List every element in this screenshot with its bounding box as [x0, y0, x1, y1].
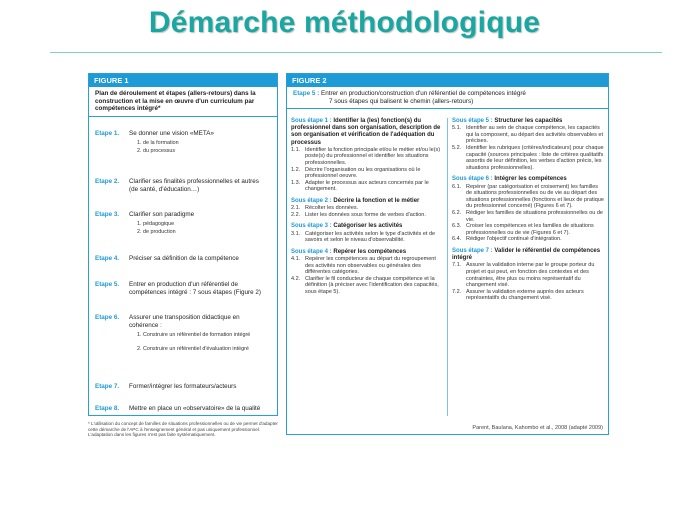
figure-1-intro: Plan de déroulement et étapes (allers-retours) dans la construction et la mise en œuvre d'un curriculum par compétences intégré*	[89, 87, 277, 117]
figure-2-item	[452, 289, 604, 302]
figure-2-substage-title: Identifier la (les) fonction(s) du professionnel dans son organisation, description de son organisation et vérification de l'adéquation du processus	[291, 118, 441, 146]
figure-2-substage-heading	[452, 118, 604, 125]
figure-2-column-divider	[447, 118, 448, 416]
figure-2-item-number: 5.1.	[452, 125, 462, 132]
figure-1-step	[95, 211, 273, 219]
figure-2-item-text: Catégoriser les activités selon le type d'activités et de savoirs et selon le niveau d'observabilité.	[305, 230, 436, 244]
figure-2-item-number: 5.2.	[452, 144, 462, 151]
figure-2-substage	[452, 248, 604, 302]
figure-1-step	[95, 281, 273, 297]
figure-2-item	[291, 167, 443, 180]
figure-1-substep: 1. Construire un référentiel de formation intégré	[137, 331, 251, 338]
figure-2-substage-label: Sous étape 4 :	[291, 248, 334, 255]
figure-2-item	[291, 147, 443, 167]
figure-1-step	[95, 405, 273, 413]
figure-2-item	[452, 210, 604, 223]
title-divider	[50, 52, 662, 53]
figure-2-substage-heading	[291, 223, 443, 230]
figure-2-item	[452, 145, 604, 171]
figure-2-left-column	[291, 118, 443, 301]
figure-2-item-text: Adapter le processus aux acteurs concernés par le changement.	[305, 179, 429, 193]
figure-2-substage	[452, 118, 604, 171]
figure-2-substage	[291, 223, 443, 243]
figure-2-item	[452, 184, 604, 210]
figure-2-item-text: Identifier les rubriques (critères/indicateurs) pour chaque capacité (sources principales : liste de critères qualitatifs assortis de leur définition, les verbes d'action précis, les situations professionnelles).	[466, 144, 604, 171]
figure-1-step-label: Etape 8.	[95, 405, 120, 412]
figure-2-item-text: Identifier au sein de chaque compétence, les capacités qui la composent, au départ des activités observables et précises.	[466, 125, 603, 145]
figure-1-substep: 2. Construire un référentiel d'évaluation intégré	[137, 345, 249, 352]
figure-1-step	[95, 314, 273, 330]
figure-2-substage	[452, 176, 604, 243]
figure-2-header: FIGURE 2	[287, 74, 608, 87]
figure-1-step-text: Assurer une transposition didactique en cohérence :	[129, 314, 240, 329]
figure-2-item	[291, 212, 443, 219]
figure-2-item	[291, 180, 443, 193]
figure-2-item	[291, 256, 443, 276]
figure-2-right-column	[452, 118, 604, 307]
figure-2-item	[291, 276, 443, 296]
figure-1-step-label: Etape 3.	[95, 211, 120, 218]
slide-title: Démarche méthodologique	[148, 6, 541, 39]
figure-2-item-number: 4.2.	[291, 275, 301, 282]
figure-2-item	[452, 262, 604, 288]
figure-1-step-label: Etape 4.	[95, 255, 120, 262]
figure-2-substage-title: Structurer les capacités	[494, 118, 563, 124]
figure-2-item-number: 6.4.	[452, 236, 462, 243]
figure-2-substage-title: Décrire la fonction et le métier	[333, 197, 420, 204]
figure-2-item-text: Rédiger les familles de situations professionnelles ou de vie.	[466, 209, 603, 223]
figure-2-item-number: 1.3.	[291, 179, 301, 186]
figure-1-step-label: Etape 1.	[95, 130, 120, 137]
figure-1-step-label: Etape 6.	[95, 314, 120, 321]
figure-2-item-number: 3.1.	[291, 230, 301, 237]
figure-2-item-text: Décrire l'organisation ou les organisations où le professionnel oeuvre.	[305, 166, 421, 180]
figure-2-item-number: 1.2.	[291, 166, 301, 173]
figure-2-intro	[287, 87, 608, 109]
figure-1-substep: 2. du processus	[137, 147, 176, 154]
figure-2-substage-title: Catégoriser les activités	[333, 223, 403, 230]
figure-1-step-text: Mettre en place un «observatoire» de la qualité	[129, 405, 261, 412]
figure-2-substage-label: Sous étape 2 :	[291, 197, 334, 204]
figure-2-item-number: 7.1.	[452, 262, 462, 269]
figure-2-item	[291, 205, 443, 212]
figure-2-item-text: Récolter les données.	[305, 205, 359, 212]
figure-2-item	[452, 125, 604, 145]
figure-2	[286, 73, 609, 435]
figure-2-substage-heading	[291, 198, 443, 205]
figure-2-item-number: 7.2.	[452, 288, 462, 295]
figure-1-substep: 1. pédagogique	[137, 220, 175, 227]
figure-2-item-number: 2.2.	[291, 211, 301, 218]
figure-1-step	[95, 255, 273, 263]
figure-2-item-text: Rédiger l'objectif continué d'intégration.	[466, 236, 562, 243]
figure-2-credit: Parent, Baulana, Kahombo et al., 2008 (adapté 2009)	[472, 425, 603, 431]
figure-1	[88, 73, 278, 416]
figure-2-substage-title: Repérer les compétences	[333, 248, 407, 255]
figure-2-item-number: 2.1.	[291, 205, 301, 212]
figure-1-step-label: Etape 2.	[95, 178, 120, 185]
figure-2-substage-heading	[452, 176, 604, 183]
figure-2-item-number: 6.1.	[452, 183, 462, 190]
figure-2-substage	[291, 249, 443, 296]
figure-1-step-text: Former/intégrer les formateurs/acteurs	[129, 383, 237, 390]
figure-2-substage-heading	[291, 118, 443, 147]
figure-2-item-text: Clarifier le fil conducteur de chaque compétence et la définition (à préciser avec l'identification des capacités, sous étape 5).	[305, 275, 439, 295]
figure-2-item-text: Assurer la validation interne par le groupe porteur du projet et qui peut, en fonction des contextes et des contraintes, être plus ou moins représentatif du changement visé.	[466, 262, 595, 289]
figure-2-intro-text: Entrer en production/construction d'un référentiel de compétences intégré	[321, 90, 526, 97]
figure-1-substep: 1. de la formation	[137, 139, 179, 146]
figure-2-item	[452, 223, 604, 236]
figure-1-step-text: Clarifier son paradigme	[129, 211, 195, 218]
figure-1-step	[95, 130, 273, 138]
figure-1-step	[95, 178, 273, 194]
figure-2-intro-label: Etape 5 :	[293, 90, 320, 97]
figure-2-substage-label: Sous étape 7 :	[452, 247, 495, 254]
figure-1-step-label: Etape 5.	[95, 281, 120, 288]
figure-2-substage-title: Intégrer les compétences	[494, 176, 567, 183]
figure-1-footnote: * L'utilisation du concept de familles de situations professionnelles ou de vie permet d'adapter cette démarche de l'APC à l'enseignement général et pas uniquement professionnel. L'adaptation dans les figures n'est pas faite systématiquement.	[88, 421, 278, 438]
figure-1-step-text: Préciser sa définition de la compétence	[129, 255, 239, 262]
figure-2-substage-title: Valider le référentiel de compétences intégré	[452, 247, 601, 262]
figure-1-step	[95, 383, 273, 391]
figure-2-item-text: Repérer les compétences au départ du regroupement des activités non observables ou générales des différentes catégories.	[305, 255, 436, 276]
figure-2-intro-sub: 7 sous étapes qui balisent le chemin (allers-retours)	[329, 97, 474, 105]
figure-1-substep: 2. de production	[137, 228, 176, 235]
figure-2-item	[291, 231, 443, 244]
figure-2-substage	[291, 198, 443, 218]
figure-2-item-text: Lister les données sous forme de verbes d'action.	[305, 211, 426, 218]
figure-2-substage-heading	[291, 249, 443, 256]
figure-1-step-text: Entrer en production d'un référentiel de compétences intégré : 7 sous étapes (Figure 2)	[129, 281, 261, 296]
figure-2-substage-label: Sous étape 5 :	[452, 118, 495, 124]
figure-2-substage-label: Sous étape 3 :	[291, 223, 334, 230]
figure-2-substage-label: Sous étape 1 :	[291, 118, 334, 124]
figure-1-header: FIGURE 1	[89, 74, 277, 87]
figure-2-substage-heading	[452, 248, 604, 262]
figure-2-item-number: 6.3.	[452, 223, 462, 230]
figure-2-item-text: Croiser les compétences et les familles de situations professionnelles ou de vie (Figures 6 et 7).	[466, 223, 594, 236]
figure-1-step-text: Se donner une vision «META»	[129, 130, 214, 137]
figure-2-item-number: 4.1.	[291, 255, 301, 262]
figure-2-item	[452, 236, 604, 243]
figure-2-substage	[291, 118, 443, 193]
figure-2-item-text: Identifier la fonction principale et/ou le métier et/ou le(s) poste(s) du professionnel et identifier les situations professionnelles.	[305, 146, 441, 166]
figure-2-substage-label: Sous étape 6 :	[452, 176, 495, 183]
figure-2-item-number: 1.1.	[291, 146, 301, 153]
figure-2-item-text: Repérer (par catégorisation et croisement) les familles de situations professionnelles ou de vie au départ des situations professionnelles (fonctions et lieux de pratique du professionnel concerné) (Figures 6 et 7).	[466, 183, 604, 210]
figure-1-step-text: Clarifier ses finalités professionnelles et autres (de santé, d'éducation…)	[129, 178, 259, 193]
figure-1-step-label: Etape 7.	[95, 383, 120, 390]
figure-2-item-number: 6.2.	[452, 209, 462, 216]
figure-2-item-text: Assurer la validation externe auprès des acteurs représentatifs du changement visé.	[466, 288, 584, 302]
